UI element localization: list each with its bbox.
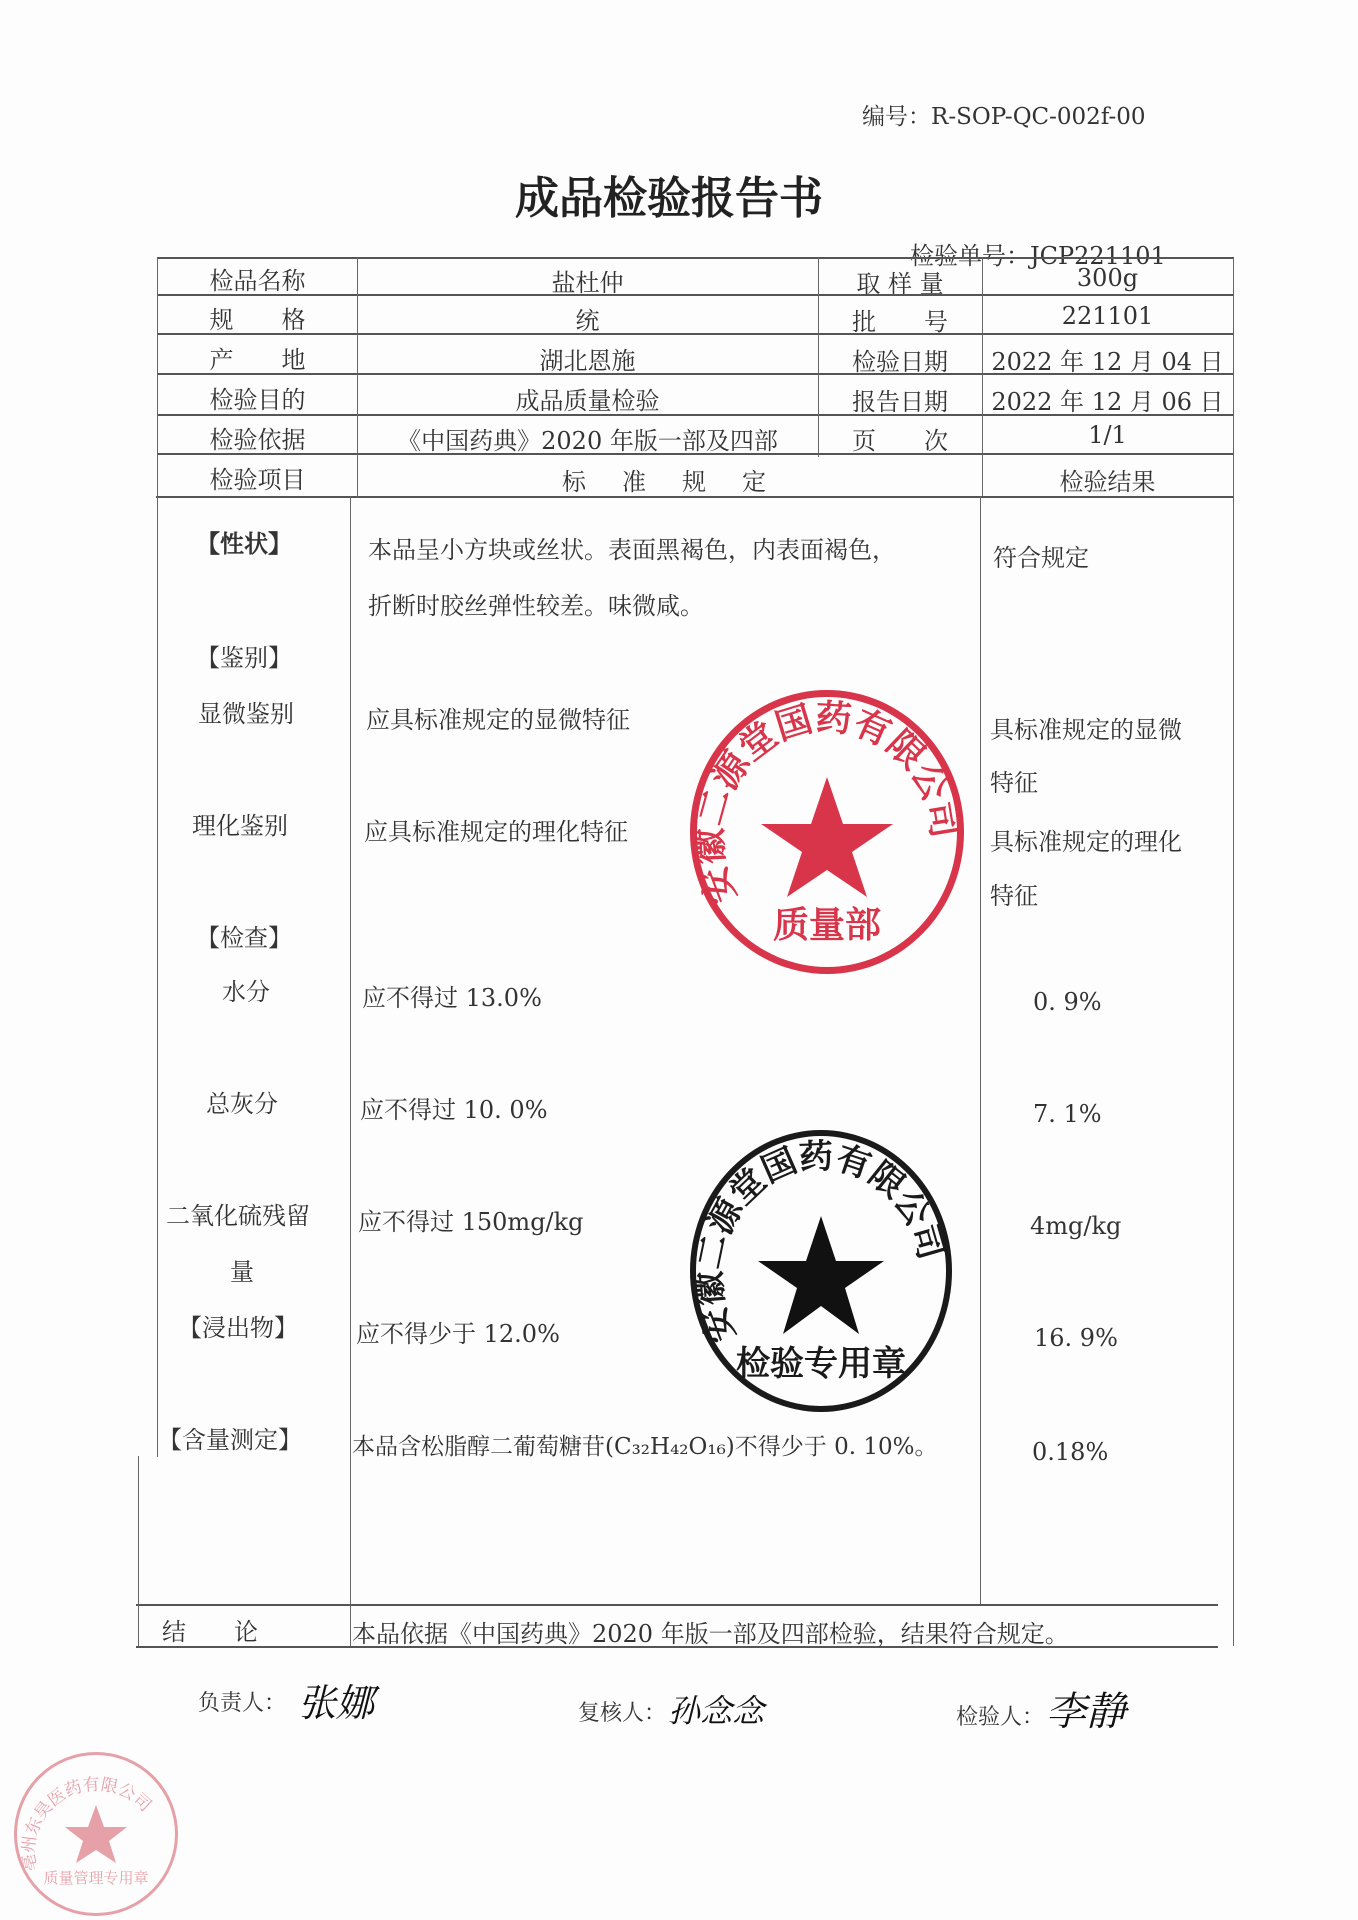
std-appearance-1: 本品呈小方块或丝状。表面黑褐色，内表面褐色， bbox=[368, 536, 896, 564]
item-inspection: 【检查】 bbox=[196, 924, 292, 952]
quality-dept-stamp bbox=[690, 690, 964, 974]
reviewer-label: 复核人： bbox=[578, 1701, 667, 1726]
col-result: 检验结果 bbox=[1059, 468, 1156, 496]
std-assay: 本品含松脂醇二葡萄糖苷(C₃₂H₄₂O₁₆)不得少于 0. 10%。 bbox=[352, 1434, 938, 1460]
std-chem: 应具标准规定的理化特征 bbox=[364, 818, 628, 846]
label-batch: 批 号 bbox=[852, 308, 948, 336]
label-test-date: 检验日期 bbox=[852, 348, 948, 376]
divider bbox=[350, 496, 351, 1646]
label-page: 页 次 bbox=[852, 427, 948, 455]
item-chem: 理化鉴别 bbox=[192, 812, 288, 840]
std-so2: 应不得过 150mg/kg bbox=[358, 1208, 584, 1236]
std-micro: 应具标准规定的显微特征 bbox=[366, 706, 630, 734]
conclusion-label: 结 论 bbox=[162, 1618, 258, 1646]
label-sample: 取 样 量 bbox=[856, 270, 944, 298]
test-date: 2022 年 12 月 04 日 bbox=[991, 348, 1224, 376]
item-ash: 总灰分 bbox=[206, 1090, 278, 1118]
label-product-name: 检品名称 bbox=[209, 267, 306, 295]
item-extract: 【浸出物】 bbox=[178, 1314, 298, 1342]
batch-number: 221101 bbox=[1061, 302, 1154, 330]
col-item: 检验项目 bbox=[209, 466, 306, 494]
inspector-label: 检验人： bbox=[956, 1705, 1045, 1730]
std-extract: 应不得少于 12.0% bbox=[356, 1320, 560, 1348]
page-number: 1/1 bbox=[1088, 421, 1127, 449]
result-micro-2: 特征 bbox=[990, 769, 1038, 797]
label-origin: 产 地 bbox=[209, 346, 306, 374]
star-icon bbox=[758, 1216, 884, 1334]
inspection-seal-stamp bbox=[690, 1130, 952, 1412]
item-so2: 二氧化硫残留 bbox=[166, 1202, 310, 1230]
svg-text:安徽二源堂国药有限公司: 安 源堂国药有限公 bbox=[696, 1136, 938, 1348]
seal-center-text: 检验专用章 bbox=[736, 1344, 906, 1384]
result-ash: 7. 1% bbox=[1033, 1100, 1102, 1128]
purpose: 成品质量检验 bbox=[515, 387, 660, 415]
document-code: 编号：R-SOP-QC-002f-00 bbox=[862, 104, 1146, 130]
divider bbox=[1233, 257, 1234, 1646]
label-report-date: 报告日期 bbox=[852, 388, 948, 416]
origin: 湖北恩施 bbox=[539, 347, 636, 375]
col-standard: 标 准 规 定 bbox=[562, 468, 772, 496]
label-purpose: 检验目的 bbox=[209, 386, 306, 414]
item-so2-cont: 量 bbox=[230, 1258, 254, 1286]
inspector-signature: 李静 bbox=[1046, 1689, 1126, 1735]
responsible-label: 负责人： bbox=[198, 1691, 287, 1716]
item-appearance: 【性状】 bbox=[196, 529, 292, 558]
result-micro-1: 具标准规定的显微 bbox=[990, 716, 1182, 744]
result-so2: 4mg/kg bbox=[1030, 1212, 1122, 1240]
conclusion-text: 本品依据《中国药典》2020 年版一部及四部检验，结果符合规定。 bbox=[352, 1620, 1069, 1648]
page-title: 成品检验报告书 bbox=[515, 173, 823, 224]
item-micro: 显微鉴别 bbox=[198, 700, 294, 728]
result-appearance: 符合规定 bbox=[993, 544, 1089, 572]
std-ash: 应不得过 10. 0% bbox=[360, 1096, 548, 1124]
result-extract: 16. 9% bbox=[1034, 1324, 1118, 1352]
star-icon bbox=[761, 777, 893, 897]
label-spec: 规 格 bbox=[209, 306, 306, 334]
responsible-signature: 张娜 bbox=[298, 1681, 375, 1725]
result-assay: 0.18% bbox=[1032, 1438, 1109, 1466]
divider bbox=[980, 496, 981, 1604]
spec: 统 bbox=[575, 307, 600, 335]
seal-center-text: 质量部 bbox=[772, 905, 881, 946]
report-number: 检验单号：JCP221101 bbox=[910, 242, 1166, 270]
product-name: 盐杜仲 bbox=[551, 269, 624, 297]
label-basis: 检验依据 bbox=[209, 426, 306, 454]
report-date: 2022 年 12 月 06 日 bbox=[991, 388, 1224, 416]
divider bbox=[138, 1456, 139, 1646]
seal-ring-text bbox=[17, 1755, 175, 1913]
std-water: 应不得过 13.0% bbox=[362, 984, 542, 1012]
divider bbox=[136, 1604, 1218, 1606]
basis: 《中国药典》2020 年版一部及四部 bbox=[397, 427, 778, 455]
reviewer-signature: 孙念念 bbox=[668, 1692, 765, 1730]
result-chem-1: 具标准规定的理化 bbox=[990, 828, 1182, 856]
result-water: 0. 9% bbox=[1033, 988, 1102, 1016]
result-chem-2: 特征 bbox=[990, 882, 1038, 910]
star-icon bbox=[65, 1805, 127, 1863]
item-assay: 【含量测定】 bbox=[158, 1426, 302, 1454]
sample-qty: 300g bbox=[1076, 264, 1139, 292]
divider bbox=[158, 257, 1234, 259]
svg-text:安徽二源堂国药有限公司: 安 源堂国药有限公 bbox=[697, 697, 957, 910]
faint-quality-stamp bbox=[14, 1752, 178, 1916]
svg-text:亳州东昊医药有限公司: 亳州东昊医药有限公司 bbox=[18, 1774, 155, 1873]
item-water: 水分 bbox=[222, 978, 270, 1006]
seal-center-text: 质量管理专用章 bbox=[43, 1869, 149, 1887]
std-appearance-2: 折断时胶丝弹性较差。味微咸。 bbox=[368, 592, 704, 620]
item-identification: 【鉴别】 bbox=[196, 644, 292, 672]
